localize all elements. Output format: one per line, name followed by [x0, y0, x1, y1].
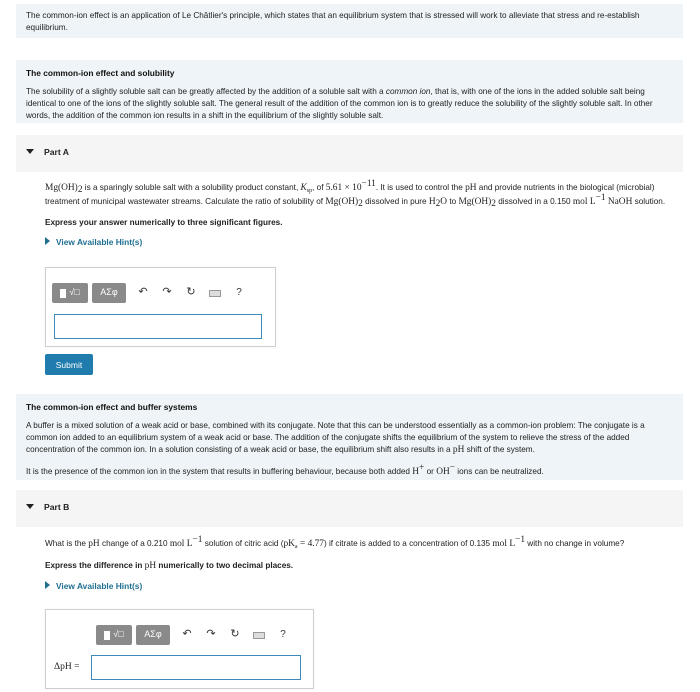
part-a-label: Part A	[44, 147, 69, 157]
redo-icon[interactable]: ↷	[206, 628, 216, 641]
solubility-text: The solubility of a slightly soluble salt can be greatly affected by the addition of a soluble salt with a common ion, that is, with one of the ions in the added soluble salt being identical to one of the ions of the slightly soluble salt. The general result of the addition of the common ion is to greatly reduce the solubility of the slightly soluble salt. In other words, the addition of the common ion results in a shift in the equilibrium of the slightly soluble salt.	[26, 87, 653, 120]
intro-box	[16, 4, 683, 38]
part-a-header[interactable]	[16, 135, 683, 172]
expand-caret-icon	[45, 237, 50, 245]
part-b-instruction: Express the difference in pH numerically to two decimal places.	[45, 560, 294, 571]
part-b-answer-panel	[45, 609, 314, 689]
solubility-title: The common-ion effect and solubility	[26, 68, 175, 78]
symbols-button[interactable]: ΑΣφ	[92, 283, 126, 303]
help-button[interactable]: ?	[280, 628, 286, 640]
reset-icon[interactable]: ↻	[230, 628, 240, 641]
part-a-question: $Mg(OH)_2$ is a sparingly soluble salt with a solubility product constant, $K_{sp}$, of $5.61 \times 10^{-11}$. It is used to control the pH and provide nutrients in the biological (microbial) treatment of municipal wastewater streams. Calculate the ratio of solubility of $Mg(OH)_2$ dissolved in pure $H_2O$ to $Mg(OH)_2$ dissolved in a 0.150 mol $L^{-1}$ NaOH solution.	[45, 179, 666, 209]
part-b-toolbar	[96, 624, 294, 646]
collapse-caret-icon[interactable]	[26, 504, 34, 509]
part-a-toolbar	[52, 282, 250, 304]
delta-ph-label: ΔpH =	[54, 662, 80, 672]
part-a-answer-input[interactable]	[54, 314, 262, 339]
expand-caret-icon	[45, 581, 50, 589]
part-b-body	[45, 535, 685, 593]
help-button[interactable]: ?	[236, 286, 242, 298]
buffer-text-2: It is the presence of the common ion in the system that results in buffering behaviour, because both added H+ or OH− ions can be neutralized.	[26, 462, 544, 477]
part-a-instruction: Express your answer numerically to three significant figures.	[45, 218, 283, 228]
part-a-body	[45, 179, 685, 249]
part-b-header[interactable]	[16, 490, 683, 527]
undo-icon[interactable]: ↶	[182, 628, 192, 641]
buffer-text-1: A buffer is a mixed solution of a weak acid or base, combined with its conjugate. Note that this can be understood essentially as a common-ion problem: The conjugate is a common ion added to an equilibrium system of a weak acid or base. The addition of the conjugate shifts the equilibrium of the system to relieve the stress of the added concentration of the common ion. In a solution consisting of a weak acid or base, the equilibrium shift also results in a pH shift of the system.	[26, 421, 645, 455]
templates-button[interactable]: √□	[96, 625, 132, 645]
submit-button[interactable]: Submit	[45, 354, 93, 375]
symbols-button[interactable]: ΑΣφ	[136, 625, 170, 645]
solubility-info-box	[16, 60, 683, 123]
part-a-answer-panel	[45, 267, 276, 347]
part-b-question: What is the pH change of a 0.210 mol $L^{-1}$ solution of citric acid $(pK_a = 4.77)$ if citrate is added to a concentration of 0.135 mol $L^{-1}$ with no change in volume?	[45, 535, 625, 550]
buffer-info-box	[16, 394, 683, 480]
collapse-caret-icon[interactable]	[26, 149, 34, 154]
templates-button[interactable]: √□	[52, 283, 88, 303]
keyboard-icon[interactable]	[248, 625, 270, 645]
intro-text: The common-ion effect is an application of Le Châtlier's principle, which states that an equilibrium system that is stressed will work to alleviate that stress and re-establish equilibrium.	[26, 11, 640, 32]
buffer-title: The common-ion effect and buffer systems	[26, 402, 198, 412]
part-b-hint-link[interactable]: View Available Hint(s)	[45, 580, 685, 593]
redo-icon[interactable]: ↷	[162, 286, 172, 299]
part-b-label: Part B	[44, 502, 70, 512]
part-a-hint-link[interactable]: View Available Hint(s)	[45, 236, 685, 249]
undo-icon[interactable]: ↶	[138, 286, 148, 299]
part-b-answer-input[interactable]	[91, 655, 301, 680]
keyboard-icon[interactable]	[204, 283, 226, 303]
reset-icon[interactable]: ↻	[186, 286, 196, 299]
